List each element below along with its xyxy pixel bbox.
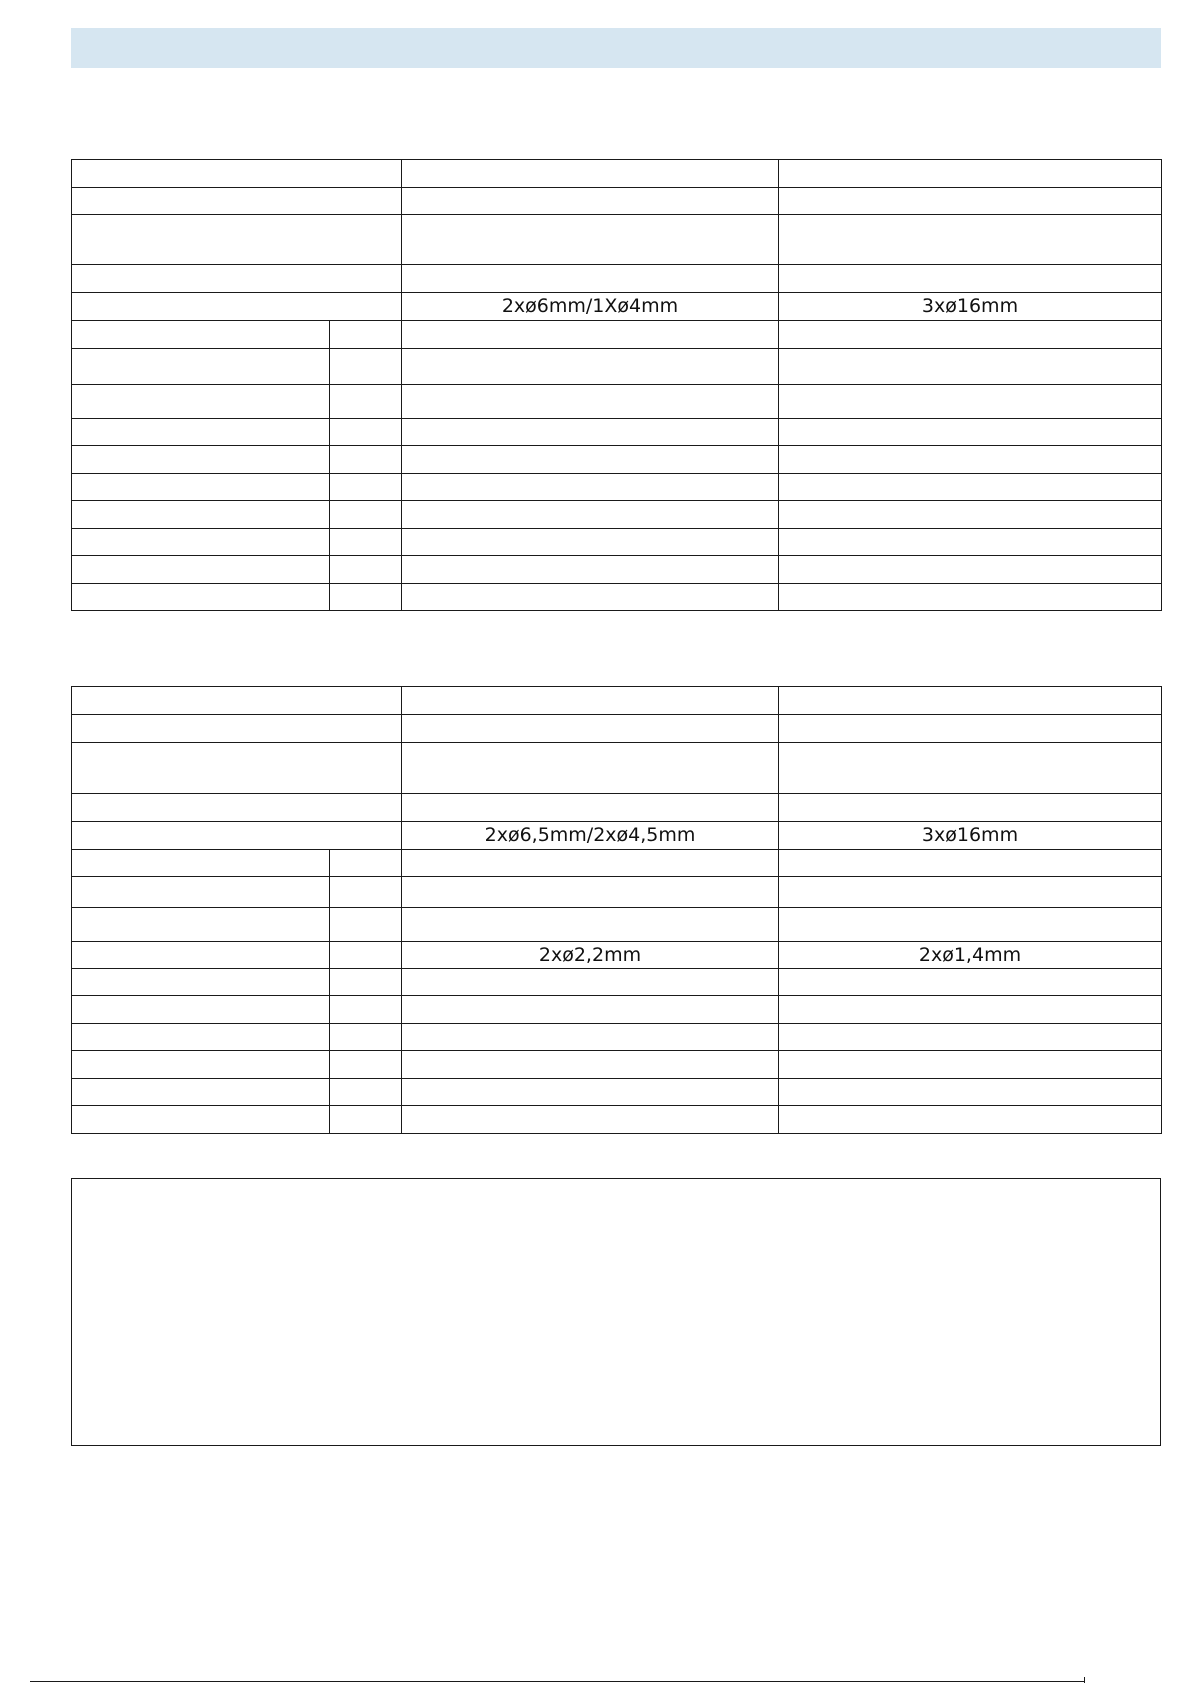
spec-table-2 <box>71 686 1162 1134</box>
table-cell <box>72 794 402 822</box>
table-cell <box>330 969 402 996</box>
table-cell <box>72 1079 330 1106</box>
table-cell <box>779 474 1162 501</box>
pin-spec-cell-b: 2xø1,4mm <box>779 942 1162 969</box>
table-cell <box>330 1024 402 1051</box>
table-row <box>72 265 1162 293</box>
table-cell <box>779 529 1162 556</box>
table-cell <box>402 877 779 908</box>
table-row <box>72 969 1162 996</box>
table-cell <box>779 1079 1162 1106</box>
table-cell <box>402 501 779 529</box>
spec-table-1 <box>71 159 1162 611</box>
table-cell <box>779 715 1162 743</box>
table-cell <box>330 1051 402 1079</box>
table-cell <box>402 349 779 385</box>
table-row <box>72 584 1162 611</box>
table-cell <box>779 1106 1162 1134</box>
table-cell <box>72 942 330 969</box>
table-cell <box>779 1024 1162 1051</box>
table-cell <box>330 1079 402 1106</box>
table-cell <box>72 556 330 584</box>
table-cell <box>779 446 1162 474</box>
table-cell <box>402 529 779 556</box>
table-row <box>72 715 1162 743</box>
table-cell <box>779 419 1162 446</box>
table-cell <box>72 687 402 715</box>
table-cell <box>402 996 779 1024</box>
hole-spec-cell-b: 3xø16mm <box>779 822 1162 850</box>
table-cell <box>330 349 402 385</box>
table-cell <box>330 556 402 584</box>
pin-spec-cell-a: 2xø2,2mm <box>402 942 779 969</box>
table-cell <box>402 1079 779 1106</box>
table-cell <box>402 474 779 501</box>
table-row <box>72 215 1162 265</box>
table-row <box>72 529 1162 556</box>
table-cell <box>779 501 1162 529</box>
table-cell <box>402 715 779 743</box>
table-cell <box>402 969 779 996</box>
footer-rule-tick <box>1084 1677 1085 1683</box>
table-row <box>72 877 1162 908</box>
table-cell <box>330 446 402 474</box>
table-row <box>72 321 1162 349</box>
table-cell <box>779 969 1162 996</box>
table-cell <box>72 996 330 1024</box>
table-cell <box>72 501 330 529</box>
table-row <box>72 474 1162 501</box>
table-cell <box>72 715 402 743</box>
table-cell <box>72 474 330 501</box>
table-cell <box>402 215 779 265</box>
table-row <box>72 160 1162 188</box>
table-cell <box>402 160 779 188</box>
table-cell <box>72 265 402 293</box>
table-row <box>72 293 1162 321</box>
table-cell <box>72 1051 330 1079</box>
table-row <box>72 908 1162 942</box>
table-cell <box>330 908 402 942</box>
header-band <box>71 28 1161 68</box>
table-cell <box>402 850 779 877</box>
table-cell <box>779 160 1162 188</box>
table-cell <box>779 349 1162 385</box>
table-cell <box>330 474 402 501</box>
table-cell <box>779 1051 1162 1079</box>
table-cell <box>402 1106 779 1134</box>
table-cell <box>402 385 779 419</box>
table-cell <box>402 908 779 942</box>
table-row <box>72 743 1162 794</box>
table-cell <box>72 584 330 611</box>
footer-rule <box>30 1681 1085 1682</box>
table-row <box>72 942 1162 969</box>
table-cell <box>779 321 1162 349</box>
table-cell <box>779 265 1162 293</box>
table-cell <box>779 908 1162 942</box>
table-row <box>72 996 1162 1024</box>
table-cell <box>72 877 330 908</box>
table-cell <box>72 446 330 474</box>
table-row <box>72 822 1162 850</box>
table-row <box>72 1024 1162 1051</box>
table-cell <box>330 419 402 446</box>
table-cell <box>72 419 330 446</box>
table-row <box>72 556 1162 584</box>
table-cell <box>402 687 779 715</box>
table-row <box>72 850 1162 877</box>
table-row <box>72 1106 1162 1134</box>
table-cell <box>402 419 779 446</box>
hole-spec-cell-a: 2xø6,5mm/2xø4,5mm <box>402 822 779 850</box>
table-cell <box>330 584 402 611</box>
table-cell <box>779 215 1162 265</box>
table-cell <box>779 687 1162 715</box>
table-row <box>72 687 1162 715</box>
table-cell <box>72 969 330 996</box>
table-cell <box>779 188 1162 215</box>
table-cell <box>779 794 1162 822</box>
table-row <box>72 1051 1162 1079</box>
table-cell <box>330 942 402 969</box>
table-cell <box>402 743 779 794</box>
table-cell <box>402 188 779 215</box>
table-cell <box>72 321 330 349</box>
table-cell <box>330 501 402 529</box>
table-cell <box>72 1024 330 1051</box>
hole-spec-cell-b: 3xø16mm <box>779 293 1162 321</box>
table-cell <box>330 529 402 556</box>
table-cell <box>72 529 330 556</box>
table-cell <box>330 996 402 1024</box>
table-cell <box>402 1024 779 1051</box>
table-cell <box>72 160 402 188</box>
table-cell <box>72 215 402 265</box>
table-row <box>72 349 1162 385</box>
table-cell <box>402 321 779 349</box>
table-cell <box>72 293 402 321</box>
table-cell <box>72 850 330 877</box>
table-cell <box>72 385 330 419</box>
table-cell <box>72 743 402 794</box>
table-row <box>72 446 1162 474</box>
table-cell <box>330 385 402 419</box>
table-row <box>72 419 1162 446</box>
table-row <box>72 1079 1162 1106</box>
table-row <box>72 501 1162 529</box>
table-cell <box>779 877 1162 908</box>
table-cell <box>402 794 779 822</box>
table-row <box>72 794 1162 822</box>
table-cell <box>402 584 779 611</box>
table-cell <box>72 908 330 942</box>
table-cell <box>779 850 1162 877</box>
table-cell <box>330 877 402 908</box>
notes-box <box>71 1178 1161 1446</box>
table-cell <box>402 556 779 584</box>
table-cell <box>779 743 1162 794</box>
table-cell <box>779 385 1162 419</box>
table-cell <box>72 349 330 385</box>
hole-spec-cell-a: 2xø6mm/1Xø4mm <box>402 293 779 321</box>
table-cell <box>779 556 1162 584</box>
table-cell <box>72 188 402 215</box>
table-cell <box>402 1051 779 1079</box>
table-cell <box>779 584 1162 611</box>
table-cell <box>779 996 1162 1024</box>
table-cell <box>402 265 779 293</box>
table-cell <box>330 850 402 877</box>
table-cell <box>330 1106 402 1134</box>
table-row <box>72 385 1162 419</box>
table-cell <box>72 822 402 850</box>
table-cell <box>330 321 402 349</box>
table-cell <box>402 446 779 474</box>
table-cell <box>72 1106 330 1134</box>
table-row <box>72 188 1162 215</box>
